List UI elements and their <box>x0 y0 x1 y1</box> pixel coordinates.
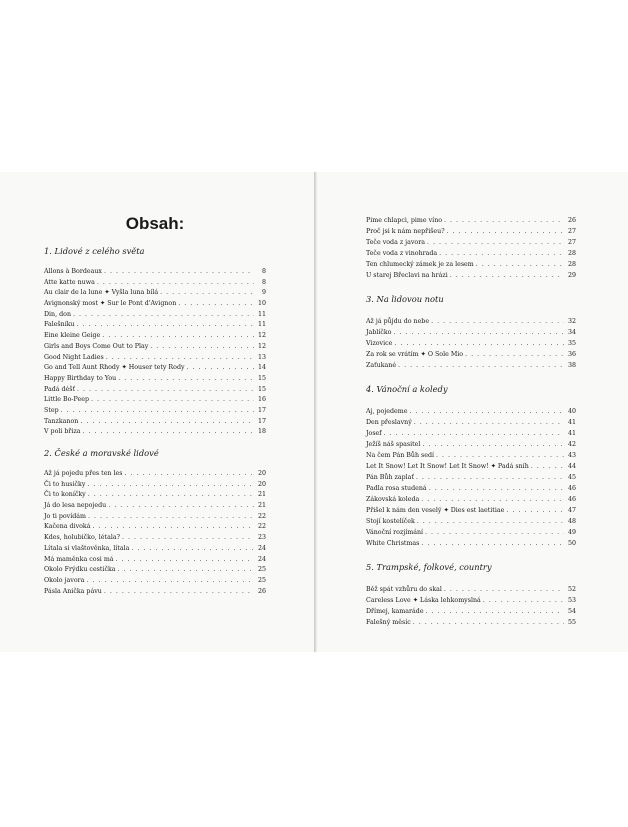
dot-leader <box>77 320 254 331</box>
toc-entry <box>366 527 576 538</box>
dot-leader <box>160 288 254 299</box>
toc-entry-page: 28 <box>567 261 576 268</box>
right-page <box>366 172 576 628</box>
toc-entry-page: 22 <box>257 512 266 520</box>
toc-entry-page: 23 <box>257 534 266 542</box>
toc-entry-title: U starej Břeclavi na hrázi <box>366 272 448 279</box>
toc-entry-title: Allons à Bordeaux <box>44 268 102 275</box>
toc-entry-title: Let It Snow! Let It Snow! Let It Snow! ✦ Padá sníh <box>366 463 529 470</box>
toc-entry-page: 11 <box>257 310 266 318</box>
toc-entry-title: Din, don <box>44 310 71 318</box>
dot-leader <box>416 472 564 483</box>
toc-entry-title: Au clair de la lune ✦ Vyšla luna bílá <box>44 289 159 297</box>
toc-entry-title: Jablíčko <box>366 329 392 336</box>
dot-leader <box>88 490 254 501</box>
toc-entry <box>366 494 576 505</box>
dot-leader <box>436 450 564 461</box>
toc-entry-page: 15 <box>257 374 266 382</box>
toc-entry-page: 49 <box>567 529 576 536</box>
dot-leader <box>91 395 254 406</box>
toc-entry-title: Zaťukané <box>366 362 397 369</box>
toc-entry-page: 17 <box>257 406 266 414</box>
toc-entry <box>366 248 576 259</box>
toc-entry-title: Ten chlumecký zámek je za lesem <box>366 261 474 268</box>
toc-entry-title: Josef <box>366 430 382 437</box>
toc-entry-page: 21 <box>257 502 266 510</box>
toc-entry <box>366 428 576 439</box>
toc-entry-title: Až já půjdu do nebe <box>366 318 430 325</box>
toc-entry-page: 26 <box>567 217 576 224</box>
toc-entry-page: 35 <box>567 340 576 347</box>
dot-leader <box>439 248 564 259</box>
toc-entry-title: Little Bo-Peep <box>44 396 89 404</box>
toc-entry <box>44 363 266 374</box>
dot-leader <box>80 417 254 428</box>
toc-entry-page: 48 <box>567 518 576 525</box>
toc-entry <box>44 501 266 512</box>
toc-entry-title: Jo ti povídám <box>44 512 87 520</box>
dot-leader <box>444 215 564 226</box>
section-heading: 1. Lidové z celého světa <box>44 246 145 256</box>
dot-leader <box>102 331 254 342</box>
toc-entry-page: 10 <box>257 300 266 308</box>
toc-entry-title: Kačena divoká <box>44 523 91 531</box>
toc-entry-page: 18 <box>257 428 266 436</box>
dot-leader <box>426 606 564 617</box>
toc-entry-title: Padá déšť <box>44 385 76 393</box>
toc-entry <box>366 584 576 595</box>
left-toc <box>44 246 266 597</box>
toc-entry-title: Až já pojedu přes ten les <box>44 470 123 477</box>
toc-entry <box>366 595 576 606</box>
toc-entry-title: Pime chlapci, pime víno <box>366 217 443 224</box>
toc-entry <box>44 587 266 598</box>
toc-entry-title: Atte katte nuwa <box>44 278 95 286</box>
dot-leader <box>104 267 254 278</box>
dot-leader <box>116 555 254 566</box>
toc-entry-page: 14 <box>257 364 266 372</box>
toc-entry-title: Falešný měsíc <box>366 619 411 626</box>
toc-entry-title: Teče voda z vinohrada <box>366 250 438 257</box>
toc-entry-page: 54 <box>567 608 576 615</box>
toc-entry <box>44 299 266 310</box>
toc-entry-title: Lítala si vlaštověnka, lítala <box>44 544 130 552</box>
toc-entry-title: Vánoční rozjímání <box>366 529 424 536</box>
toc-entry-title: Dřímej, kamaráde <box>366 608 424 615</box>
left-page <box>44 172 266 597</box>
dot-leader <box>431 316 564 327</box>
dot-leader <box>83 427 254 438</box>
toc-entry-title: Vizovice <box>366 340 393 347</box>
dot-leader <box>429 483 564 494</box>
toc-entry-page: 50 <box>567 540 576 547</box>
toc-entry-title: Step <box>44 406 59 414</box>
toc-entry-title: Happy Birthday to You <box>44 374 117 382</box>
dot-leader <box>122 533 254 544</box>
toc-entry <box>44 417 266 428</box>
dot-leader <box>450 270 564 281</box>
toc-entry-title: White Christmas <box>366 540 420 547</box>
dot-leader <box>483 595 564 606</box>
toc-entry-title: Pásla Anička pávu <box>44 587 102 595</box>
toc-entry-page: 25 <box>257 576 266 584</box>
toc-entry-title: Či to koníčky <box>44 491 86 499</box>
toc-entry-title: Avignonský most ✦ Sur le Pont d'Avignon <box>44 300 177 308</box>
toc-entry <box>44 522 266 533</box>
toc-entry <box>366 606 576 617</box>
toc-entry <box>366 450 576 461</box>
toc-entry-page: 25 <box>257 566 266 574</box>
toc-entry-page: 26 <box>257 587 266 595</box>
toc-entry <box>44 480 266 491</box>
toc-entry-title: Girls and Boys Come Out to Play <box>44 342 149 350</box>
dot-leader <box>414 417 564 428</box>
dot-leader <box>444 584 564 595</box>
dot-leader <box>421 538 564 549</box>
dot-leader <box>131 544 254 555</box>
toc-entry <box>44 427 266 438</box>
dot-leader <box>61 406 254 417</box>
toc-entry-page: 36 <box>567 351 576 358</box>
dot-leader <box>398 360 564 371</box>
toc-entry <box>44 406 266 417</box>
dot-leader <box>187 363 254 374</box>
toc-entry-title: Eine kleine Geige <box>44 332 101 340</box>
toc-entry-page: 45 <box>567 474 576 481</box>
dot-leader <box>393 327 564 338</box>
toc-entry-title: Go and Tell Aunt Rhody ✦ Houser tety Rody <box>44 364 185 372</box>
toc-entry-page: 55 <box>567 619 576 626</box>
toc-entry-title: Good Night Ladies <box>44 353 104 361</box>
dot-leader <box>178 299 254 310</box>
toc-entry-title: Aj, pojedeme <box>366 408 408 415</box>
dot-leader <box>427 237 564 248</box>
toc-entry <box>366 360 576 371</box>
toc-entry <box>44 267 266 278</box>
toc-entry-title: Falešníku <box>44 321 75 329</box>
toc-entry-title: V poli břiza <box>44 428 81 436</box>
dot-leader <box>88 512 254 523</box>
toc-entry-page: 13 <box>257 353 266 361</box>
toc-entry-page: 12 <box>257 332 266 340</box>
toc-entry-page: 34 <box>567 329 576 336</box>
dot-leader <box>108 501 254 512</box>
toc-entry-title: Careless Love ✦ Láska lehkomyslná <box>366 597 481 604</box>
toc-entry <box>44 544 266 555</box>
dot-leader <box>384 428 564 439</box>
toc-entry <box>366 472 576 483</box>
toc-entry-title: Já do lesa nepojedu <box>44 502 107 510</box>
toc-entry-page: 38 <box>567 362 576 369</box>
toc-entry-page: 12 <box>257 342 266 350</box>
section-heading: 4. Vánoční a koledy <box>366 384 448 394</box>
toc-entry <box>366 516 576 527</box>
toc-entry <box>366 617 576 628</box>
toc-entry <box>44 353 266 364</box>
toc-entry <box>366 215 576 226</box>
toc-entry-page: 46 <box>567 485 576 492</box>
toc-entry <box>44 576 266 587</box>
toc-entry-title: Za rok se vrátím ✦ O Sole Mio <box>366 351 464 358</box>
toc-entry-page: 41 <box>567 419 576 426</box>
toc-entry-page: 20 <box>257 480 266 488</box>
toc-entry <box>366 538 576 549</box>
right-toc-continued <box>366 215 576 281</box>
section-heading: 5. Trampské, folkové, country <box>366 562 492 572</box>
toc-entry-page: 24 <box>257 544 266 552</box>
dot-leader <box>465 349 564 360</box>
right-toc <box>366 294 576 628</box>
toc-entry-page: 20 <box>257 470 266 477</box>
toc-entry-page: 27 <box>567 228 576 235</box>
dot-leader <box>421 494 564 505</box>
toc-entry-page: 47 <box>567 507 576 514</box>
dot-leader <box>422 439 564 450</box>
toc-entry-title: Okolo Frýdku cestička <box>44 566 116 574</box>
dot-leader <box>87 480 254 491</box>
dot-leader <box>124 469 254 480</box>
toc-entry <box>44 278 266 289</box>
toc-entry-title: Pán Bůh zaplať <box>366 474 414 481</box>
toc-entry-page: 17 <box>257 417 266 425</box>
toc-entry-page: 24 <box>257 555 266 563</box>
section-heading: 2. České a moravské lidové <box>44 448 159 458</box>
dot-leader <box>97 278 254 289</box>
toc-entry <box>44 342 266 353</box>
page-title: Obsah: <box>125 214 185 233</box>
toc-entry-page: 15 <box>257 385 266 393</box>
dot-leader <box>506 505 564 516</box>
dot-leader <box>447 226 564 237</box>
toc-entry-page: 27 <box>567 239 576 246</box>
toc-entry <box>44 395 266 406</box>
toc-entry <box>366 439 576 450</box>
toc-entry-title: Běž spát vzhůru do skal <box>366 586 442 593</box>
toc-entry <box>44 565 266 576</box>
toc-entry-title: Proč jsi k nám nepřišeu? <box>366 228 445 235</box>
dot-leader <box>73 310 254 321</box>
dot-leader <box>394 338 564 349</box>
toc-entry-title: Den přeslavný <box>366 419 412 426</box>
toc-entry <box>44 310 266 321</box>
toc-entry-page: 28 <box>567 250 576 257</box>
toc-entry-page: 21 <box>257 491 266 499</box>
toc-entry <box>44 533 266 544</box>
toc-entry <box>44 512 266 523</box>
toc-entry <box>44 288 266 299</box>
toc-entry <box>44 469 266 480</box>
toc-entry <box>366 259 576 270</box>
toc-entry-title: Ježíš náš spasitel <box>366 441 421 448</box>
dot-leader <box>417 516 564 527</box>
toc-entry-page: 44 <box>567 463 576 470</box>
toc-entry-page: 53 <box>567 597 576 604</box>
toc-entry <box>44 385 266 396</box>
toc-entry <box>366 417 576 428</box>
section-heading: 3. Na lidovou notu <box>366 294 444 304</box>
toc-entry <box>44 331 266 342</box>
toc-entry-page: 22 <box>257 523 266 531</box>
toc-entry <box>44 320 266 331</box>
toc-entry-title: Přišel k nám den veselý ✦ Dies est laetitiae <box>366 507 505 514</box>
toc-entry <box>366 338 576 349</box>
dot-leader <box>476 259 564 270</box>
toc-entry-title: Teče voda z javora <box>366 239 425 246</box>
toc-entry <box>366 483 576 494</box>
toc-entry-page: 16 <box>257 396 266 404</box>
toc-entry-title: Okolo javora <box>44 576 85 584</box>
toc-entry-page: 40 <box>567 408 576 415</box>
toc-entry-page: 52 <box>567 586 576 593</box>
toc-entry-title: Či to husičky <box>44 480 86 488</box>
dot-leader <box>150 342 254 353</box>
toc-entry-title: Kdes, holubičko, létala? <box>44 534 120 542</box>
toc-entry-page: 42 <box>567 441 576 448</box>
dot-leader <box>93 522 255 533</box>
dot-leader <box>413 617 564 628</box>
toc-entry <box>366 226 576 237</box>
toc-entry <box>366 327 576 338</box>
toc-entry <box>44 374 266 385</box>
toc-entry-page: 43 <box>567 452 576 459</box>
dot-leader <box>104 587 254 598</box>
toc-entry-title: Stojí kostelíček <box>366 518 415 525</box>
toc-entry-page: 11 <box>257 321 266 329</box>
toc-entry-page: 8 <box>261 268 266 275</box>
toc-entry-title: Tanzkanon <box>44 417 79 425</box>
toc-entry-title: Zákovská koleda <box>366 496 420 503</box>
dot-leader <box>77 385 254 396</box>
toc-entry <box>44 555 266 566</box>
dot-leader <box>106 353 254 364</box>
toc-entry <box>366 237 576 248</box>
dot-leader <box>531 461 564 472</box>
dot-leader <box>118 565 254 576</box>
toc-entry-title: Padla rosa studená <box>366 485 427 492</box>
toc-entry-page: 29 <box>567 272 576 279</box>
toc-entry-page: 32 <box>567 318 576 325</box>
toc-entry-page: 9 <box>261 289 266 297</box>
toc-entry <box>44 490 266 501</box>
dot-leader <box>409 406 564 417</box>
toc-entry-title: Má maměnka cosi má <box>44 555 114 563</box>
toc-entry-page: 41 <box>567 430 576 437</box>
dot-leader <box>86 576 254 587</box>
toc-entry-page: 8 <box>261 278 266 286</box>
toc-entry <box>366 349 576 360</box>
toc-entry <box>366 461 576 472</box>
toc-entry-page: 46 <box>567 496 576 503</box>
dot-leader <box>425 527 564 538</box>
book-gutter <box>314 172 317 652</box>
toc-entry <box>366 270 576 281</box>
toc-entry <box>366 406 576 417</box>
toc-entry-title: Na čem Pán Bůh sedí <box>366 452 434 459</box>
toc-entry <box>366 316 576 327</box>
dot-leader <box>118 374 254 385</box>
toc-entry <box>366 505 576 516</box>
